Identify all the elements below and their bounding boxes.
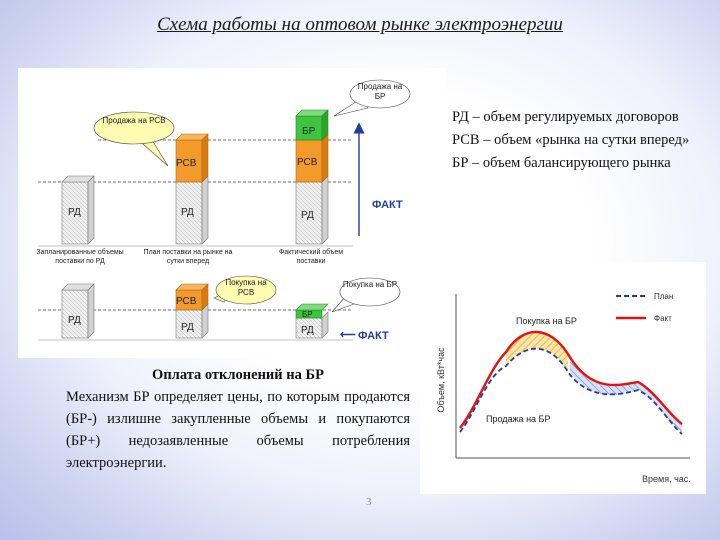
y-axis-label: Объем, кВт*час — [436, 347, 446, 413]
top-col3-br-label: БР — [302, 126, 316, 137]
bottom-col3-br-label: БР — [302, 310, 313, 319]
fakt-label-bottom: ФАКТ — [358, 330, 389, 342]
legend-rd: РД – объем регулируемых договоров — [452, 109, 679, 125]
fakt-label-top: ФАКТ — [372, 199, 403, 211]
bottom-col1 — [62, 284, 94, 338]
callout-sell-br — [334, 80, 410, 116]
legend-plan-label: План — [654, 292, 674, 301]
curve-chart — [420, 262, 706, 494]
callout-sell-rsv-text: Продажа на РСВ — [102, 116, 166, 125]
label-buy-br: Покупка на БР — [516, 316, 577, 326]
top-col2-rsv-label: РСВ — [176, 158, 197, 169]
bottom-col3 — [296, 304, 328, 338]
top-col1-rd-label: РД — [68, 207, 81, 218]
top-col3-rsv-label: РСВ — [297, 157, 318, 168]
fakt-arrow-bottom: ⟵ — [340, 329, 356, 341]
bottom-col3-rd-label: РД — [301, 325, 314, 336]
sell-area — [570, 358, 682, 432]
top-col1 — [62, 176, 94, 244]
top-col2-caption: План поставки на рынке на сутки вперед — [143, 249, 233, 265]
top-col3-caption: Фактический объем поставки — [278, 249, 344, 265]
bottom-col2-rd-label: РД — [181, 322, 194, 333]
payment-text: Механизм БР определяет цены, по которым продаются (БР-) излишне закупленные объемы и покупаются (БР+) недозаявленные объемы потребления электроэнергии. — [66, 389, 410, 471]
bottom-col1-rd-label: РД — [68, 315, 81, 326]
bottom-col2 — [176, 284, 208, 338]
market-diagram — [18, 68, 446, 358]
legend-rsv: РСВ – объем «рынка на сутки вперед» — [452, 132, 690, 148]
curve-chart-panel — [420, 262, 706, 494]
top-col3 — [296, 110, 328, 244]
callout-buy-rsv-text: Покупка на РСВ — [225, 278, 267, 297]
callout-buy-rsv — [214, 276, 276, 304]
top-col3-rd-label: РД — [301, 210, 314, 221]
top-col2-rd-label: РД — [181, 207, 194, 218]
top-col2 — [176, 134, 208, 244]
slide-title: Схема работы на оптовом рынке электроэнергии — [157, 14, 563, 35]
callout-sell-br-text: Продажа на БР — [357, 82, 403, 101]
bottom-col2-rsv-label: РСВ — [176, 296, 197, 307]
bottom-col1-rd-bar — [62, 290, 88, 338]
top-col1-caption: Запланированные объемы поставки по РД — [36, 249, 124, 265]
buy-area — [506, 332, 568, 372]
callout-sell-rsv — [94, 112, 174, 166]
x-axis-label: Время, час. — [642, 474, 691, 484]
page-number: 3 — [366, 496, 372, 508]
callout-buy-br-text: Покупка на БР — [342, 280, 398, 289]
payment-heading: Оплата отклонений на БР — [152, 367, 324, 383]
label-sell-br: Продажа на БР — [486, 414, 551, 424]
diagram-panel — [18, 68, 446, 358]
legend-br: БР – объем балансирующего рынка — [452, 155, 671, 171]
payment-block — [66, 364, 410, 474]
callout-buy-br — [332, 278, 400, 312]
legend-fact-label: Факт — [654, 314, 672, 323]
legend-block — [452, 106, 712, 175]
